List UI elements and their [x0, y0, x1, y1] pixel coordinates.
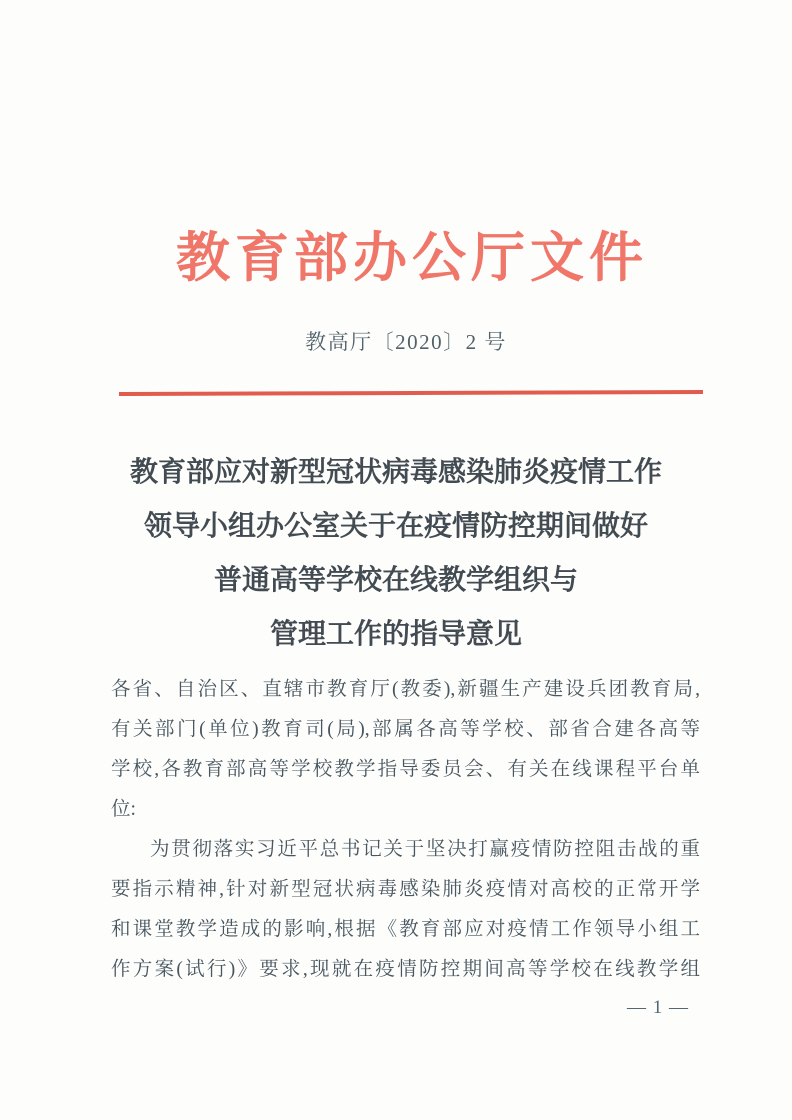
document-title-line: 领导小组办公室关于在疫情防控期间做好: [143, 511, 648, 542]
document-number: 教高厅〔2020〕2 号: [305, 330, 507, 354]
document-body: [111, 670, 700, 990]
body-line: 为贯彻落实习近平总书记关于坚决打赢疫情防控阻击战的重: [150, 839, 700, 860]
document-title: [0, 446, 792, 662]
body-line: 要指示精神,针对新型冠状病毒感染肺炎疫情对高校的正常开学: [111, 879, 700, 900]
body-line: 位:: [111, 799, 136, 820]
page-number: — 1 —: [627, 997, 689, 1018]
body-line: 学校,各教育部高等学校教学指导委员会、有关在线课程平台单: [111, 759, 700, 780]
document-title-line: 教育部应对新型冠状病毒感染肺炎疫情工作: [129, 457, 662, 488]
document-title-line: 普通高等学校在线教学组织与: [213, 565, 578, 596]
document-header-title: 教育部办公厅文件: [176, 228, 648, 288]
body-line: 有关部门(单位)教育司(局),部属各高等学校、部省合建各高等: [111, 719, 700, 740]
document-title-line: 管理工作的指导意见: [269, 619, 522, 650]
red-divider-rule: [119, 390, 703, 396]
body-line: 和课堂教学造成的影响,根据《教育部应对疫情工作领导小组工: [111, 919, 700, 940]
body-line: 各省、自治区、直辖市教育厅(教委),新疆生产建设兵团教育局,: [111, 679, 700, 700]
body-line: 作方案(试行)》要求,现就在疫情防控期间高等学校在线教学组: [111, 959, 700, 980]
